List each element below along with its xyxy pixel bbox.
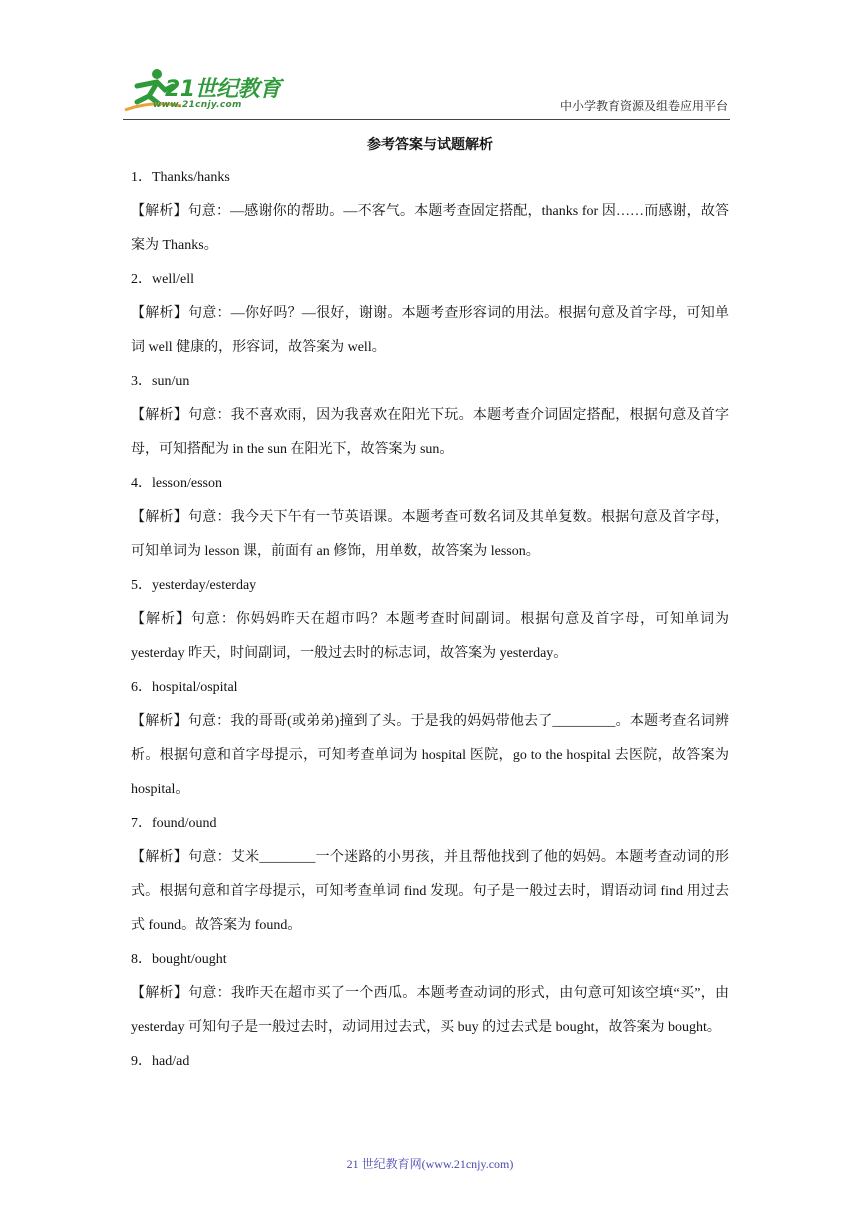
- answer-explanation: 【解析】句意：我今天下午有一节英语课。本题考查可数名词及其单复数。根据句意及首字母，可知单词为 lesson 课，前面有 an 修饰，用单数，故答案为 lesson。: [131, 510, 729, 559]
- answer-item: [131, 807, 729, 943]
- logo-url: www.21cnjy.com: [153, 100, 242, 110]
- answer-item: [131, 671, 729, 807]
- answer-explanation: 【解析】句意：我不喜欢雨，因为我喜欢在阳光下玩。本题考查介词固定搭配，根据句意及首字母，可知搭配为 in the sun 在阳光下，故答案为 sun。: [131, 408, 729, 457]
- answer-list: [131, 161, 729, 1079]
- logo: [123, 66, 293, 116]
- answer-item: [131, 1045, 729, 1079]
- answer-head: 7．found/ound: [131, 816, 217, 831]
- page-title: 参考答案与试题解析: [367, 138, 493, 153]
- header-divider: [123, 119, 730, 120]
- answer-head: 5．yesterday/esterday: [131, 578, 257, 593]
- answer-explanation: 【解析】句意：我的哥哥(或弟弟)撞到了头。于是我的妈妈带他去了_________。本题考查名词辨析。根据句意和首字母提示，可知考查单词为 hospital 医院，go to the hospital 去医院，故答案为 hospital。: [131, 714, 729, 797]
- answer-item: [131, 569, 729, 671]
- answer-head: 8．bought/ought: [131, 952, 227, 967]
- answer-explanation: 【解析】句意：—感谢你的帮助。—不客气。本题考查固定搭配，thanks for 因……而感谢，故答案为 Thanks。: [131, 204, 729, 253]
- answer-item: [131, 467, 729, 569]
- answer-head: 1．Thanks/hanks: [131, 170, 230, 185]
- answer-item: [131, 365, 729, 467]
- answer-item: [131, 161, 729, 263]
- answer-explanation: 【解析】句意：你妈妈昨天在超市吗？本题考查时间副词。根据句意及首字母，可知单词为 yesterday 昨天，时间副词，一般过去时的标志词，故答案为 yesterday。: [131, 612, 729, 661]
- answer-explanation: 【解析】句意：艾米________一个迷路的小男孩，并且帮他找到了他的妈妈。本题考查动词的形式。根据句意和首字母提示，可知考查单词 find 发现。句子是一般过去时，谓语动词 find 用过去式 found。故答案为 found。: [131, 850, 729, 933]
- platform-name: 中小学教育资源及组卷应用平台: [559, 99, 728, 113]
- answer-head: 4．lesson/esson: [131, 476, 222, 491]
- footer-link[interactable]: 21 世纪教育网(www.21cnjy.com): [346, 1157, 514, 1171]
- answer-item: [131, 943, 729, 1045]
- answer-explanation: 【解析】句意：—你好吗？—很好，谢谢。本题考查形容词的用法。根据句意及首字母，可知单词 well 健康的，形容词，故答案为 well。: [131, 306, 729, 355]
- answer-head: 3．sun/un: [131, 374, 190, 389]
- answer-explanation: 【解析】句意：我昨天在超市买了一个西瓜。本题考查动词的形式，由句意可知该空填“买”，由 yesterday 可知句子是一般过去时，动词用过去式，买 buy 的过去式是 bought，故答案为 bought。: [131, 986, 729, 1035]
- answer-head: 2．well/ell: [131, 272, 194, 287]
- logo-text: 21世纪教育: [165, 77, 281, 102]
- answer-item: [131, 263, 729, 365]
- answer-head: 9．had/ad: [131, 1054, 190, 1069]
- answer-head: 6．hospital/ospital: [131, 680, 238, 695]
